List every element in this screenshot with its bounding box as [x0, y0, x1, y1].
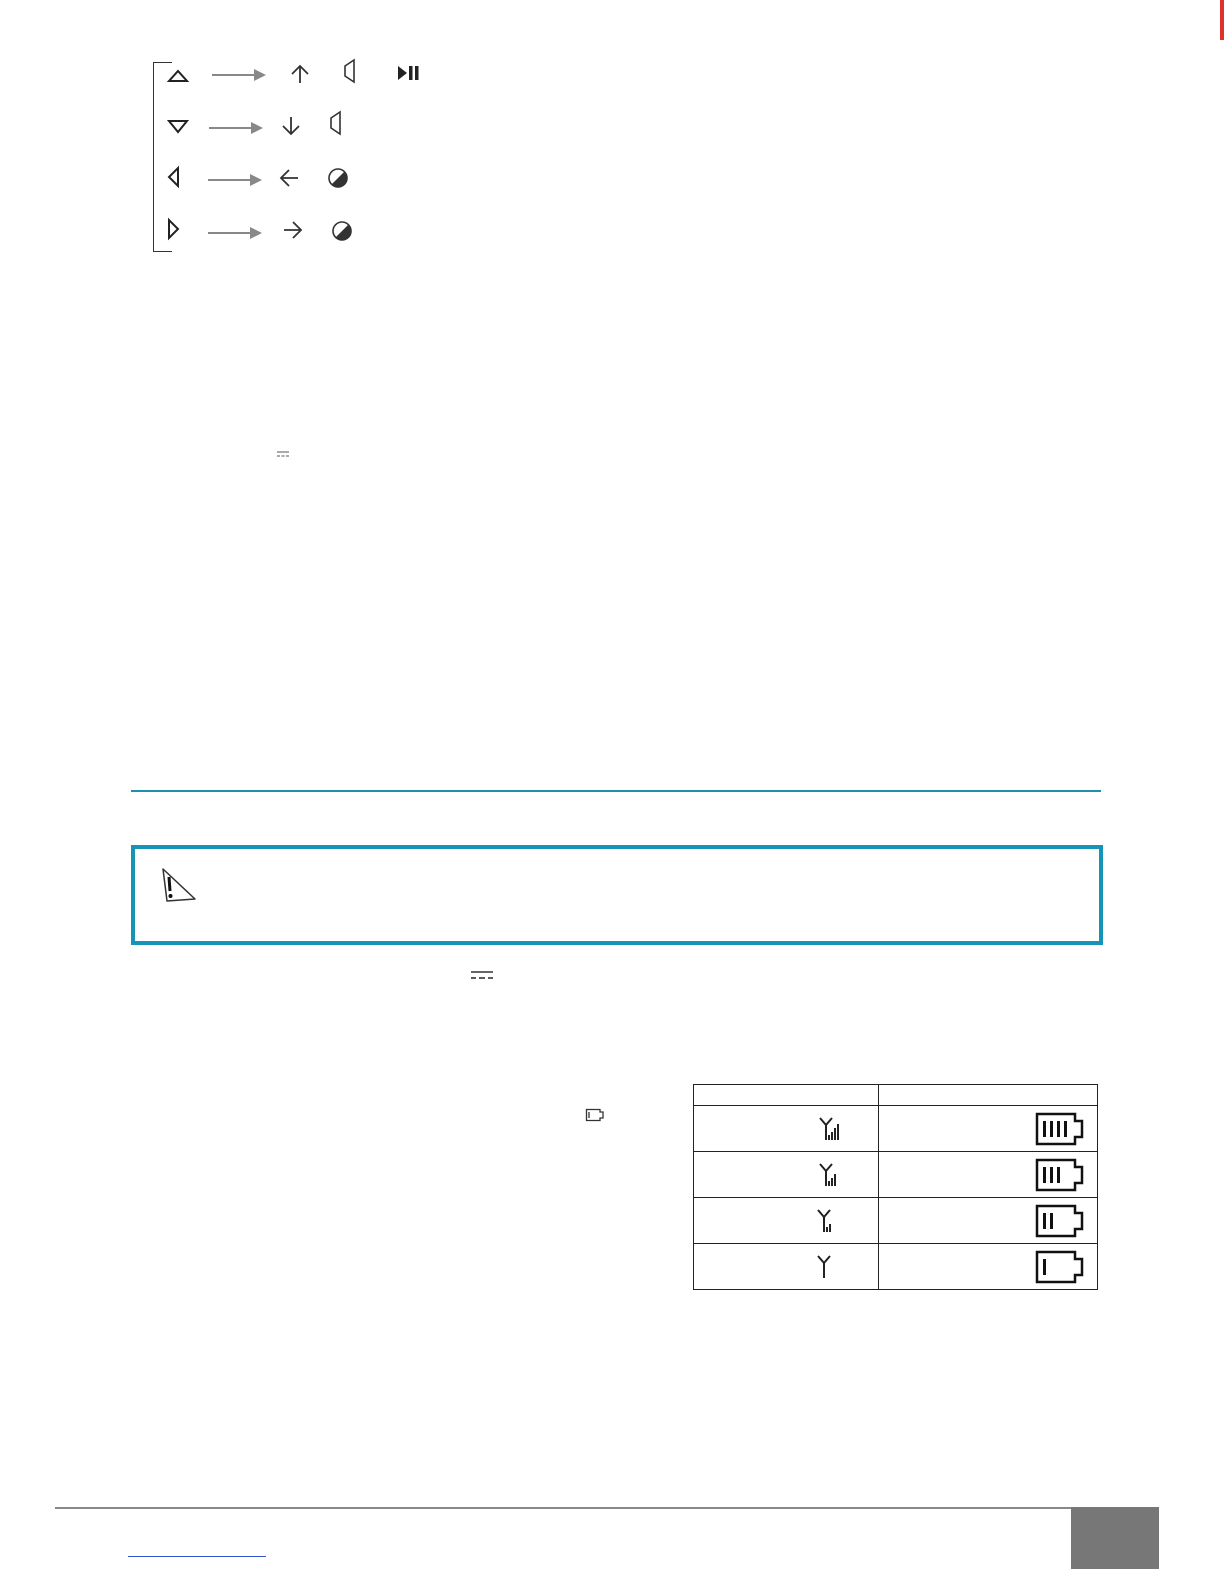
page-number-box — [1071, 1507, 1159, 1569]
maps-to-arrow — [208, 232, 252, 234]
maps-to-arrow — [208, 179, 252, 181]
table-row — [694, 1152, 1098, 1198]
table-row — [694, 1198, 1098, 1244]
arrow-right-icon — [281, 218, 305, 242]
table-header-cell — [694, 1085, 879, 1106]
battery-3-bars-icon — [1035, 1158, 1085, 1192]
left-triangle-icon — [164, 165, 184, 189]
contrast-icon — [326, 166, 350, 190]
down-triangle-icon — [166, 118, 190, 136]
battery-inline-icon — [585, 1108, 605, 1122]
maps-to-arrow — [212, 74, 256, 76]
arrow-down-icon — [279, 114, 303, 138]
signal-3-bars-icon — [818, 1162, 842, 1188]
maps-to-arrow — [209, 127, 253, 129]
arrow-up-icon — [288, 62, 312, 86]
volume-down-icon — [326, 110, 344, 136]
battery-1-bar-icon — [1035, 1250, 1085, 1284]
arrow-left-icon — [277, 166, 301, 190]
warning-triangle-icon — [157, 865, 201, 905]
play-pause-icon — [396, 63, 422, 83]
battery-4-bars-icon — [1035, 1112, 1085, 1146]
signal-2-bars-icon — [816, 1208, 836, 1234]
volume-up-icon — [340, 58, 358, 84]
dc-power-symbol-icon — [470, 970, 494, 980]
battery-2-bars-icon — [1035, 1204, 1085, 1238]
footer-divider — [55, 1507, 1071, 1509]
table-row — [694, 1106, 1098, 1152]
warning-notice-box — [131, 845, 1103, 945]
table-row — [694, 1244, 1098, 1290]
signal-4-bars-icon — [818, 1116, 842, 1142]
dc-power-symbol-icon — [276, 450, 290, 458]
signal-1-bar-icon — [816, 1254, 834, 1280]
footer-link-underline[interactable] — [128, 1556, 266, 1557]
right-triangle-icon — [163, 217, 183, 241]
page-edge-marker — [1220, 0, 1224, 40]
section-divider — [131, 790, 1101, 792]
table-header-row — [694, 1085, 1098, 1106]
up-triangle-icon — [166, 66, 190, 84]
table-header-cell — [879, 1085, 1098, 1106]
signal-battery-table — [693, 1084, 1098, 1290]
contrast-icon — [330, 219, 354, 243]
